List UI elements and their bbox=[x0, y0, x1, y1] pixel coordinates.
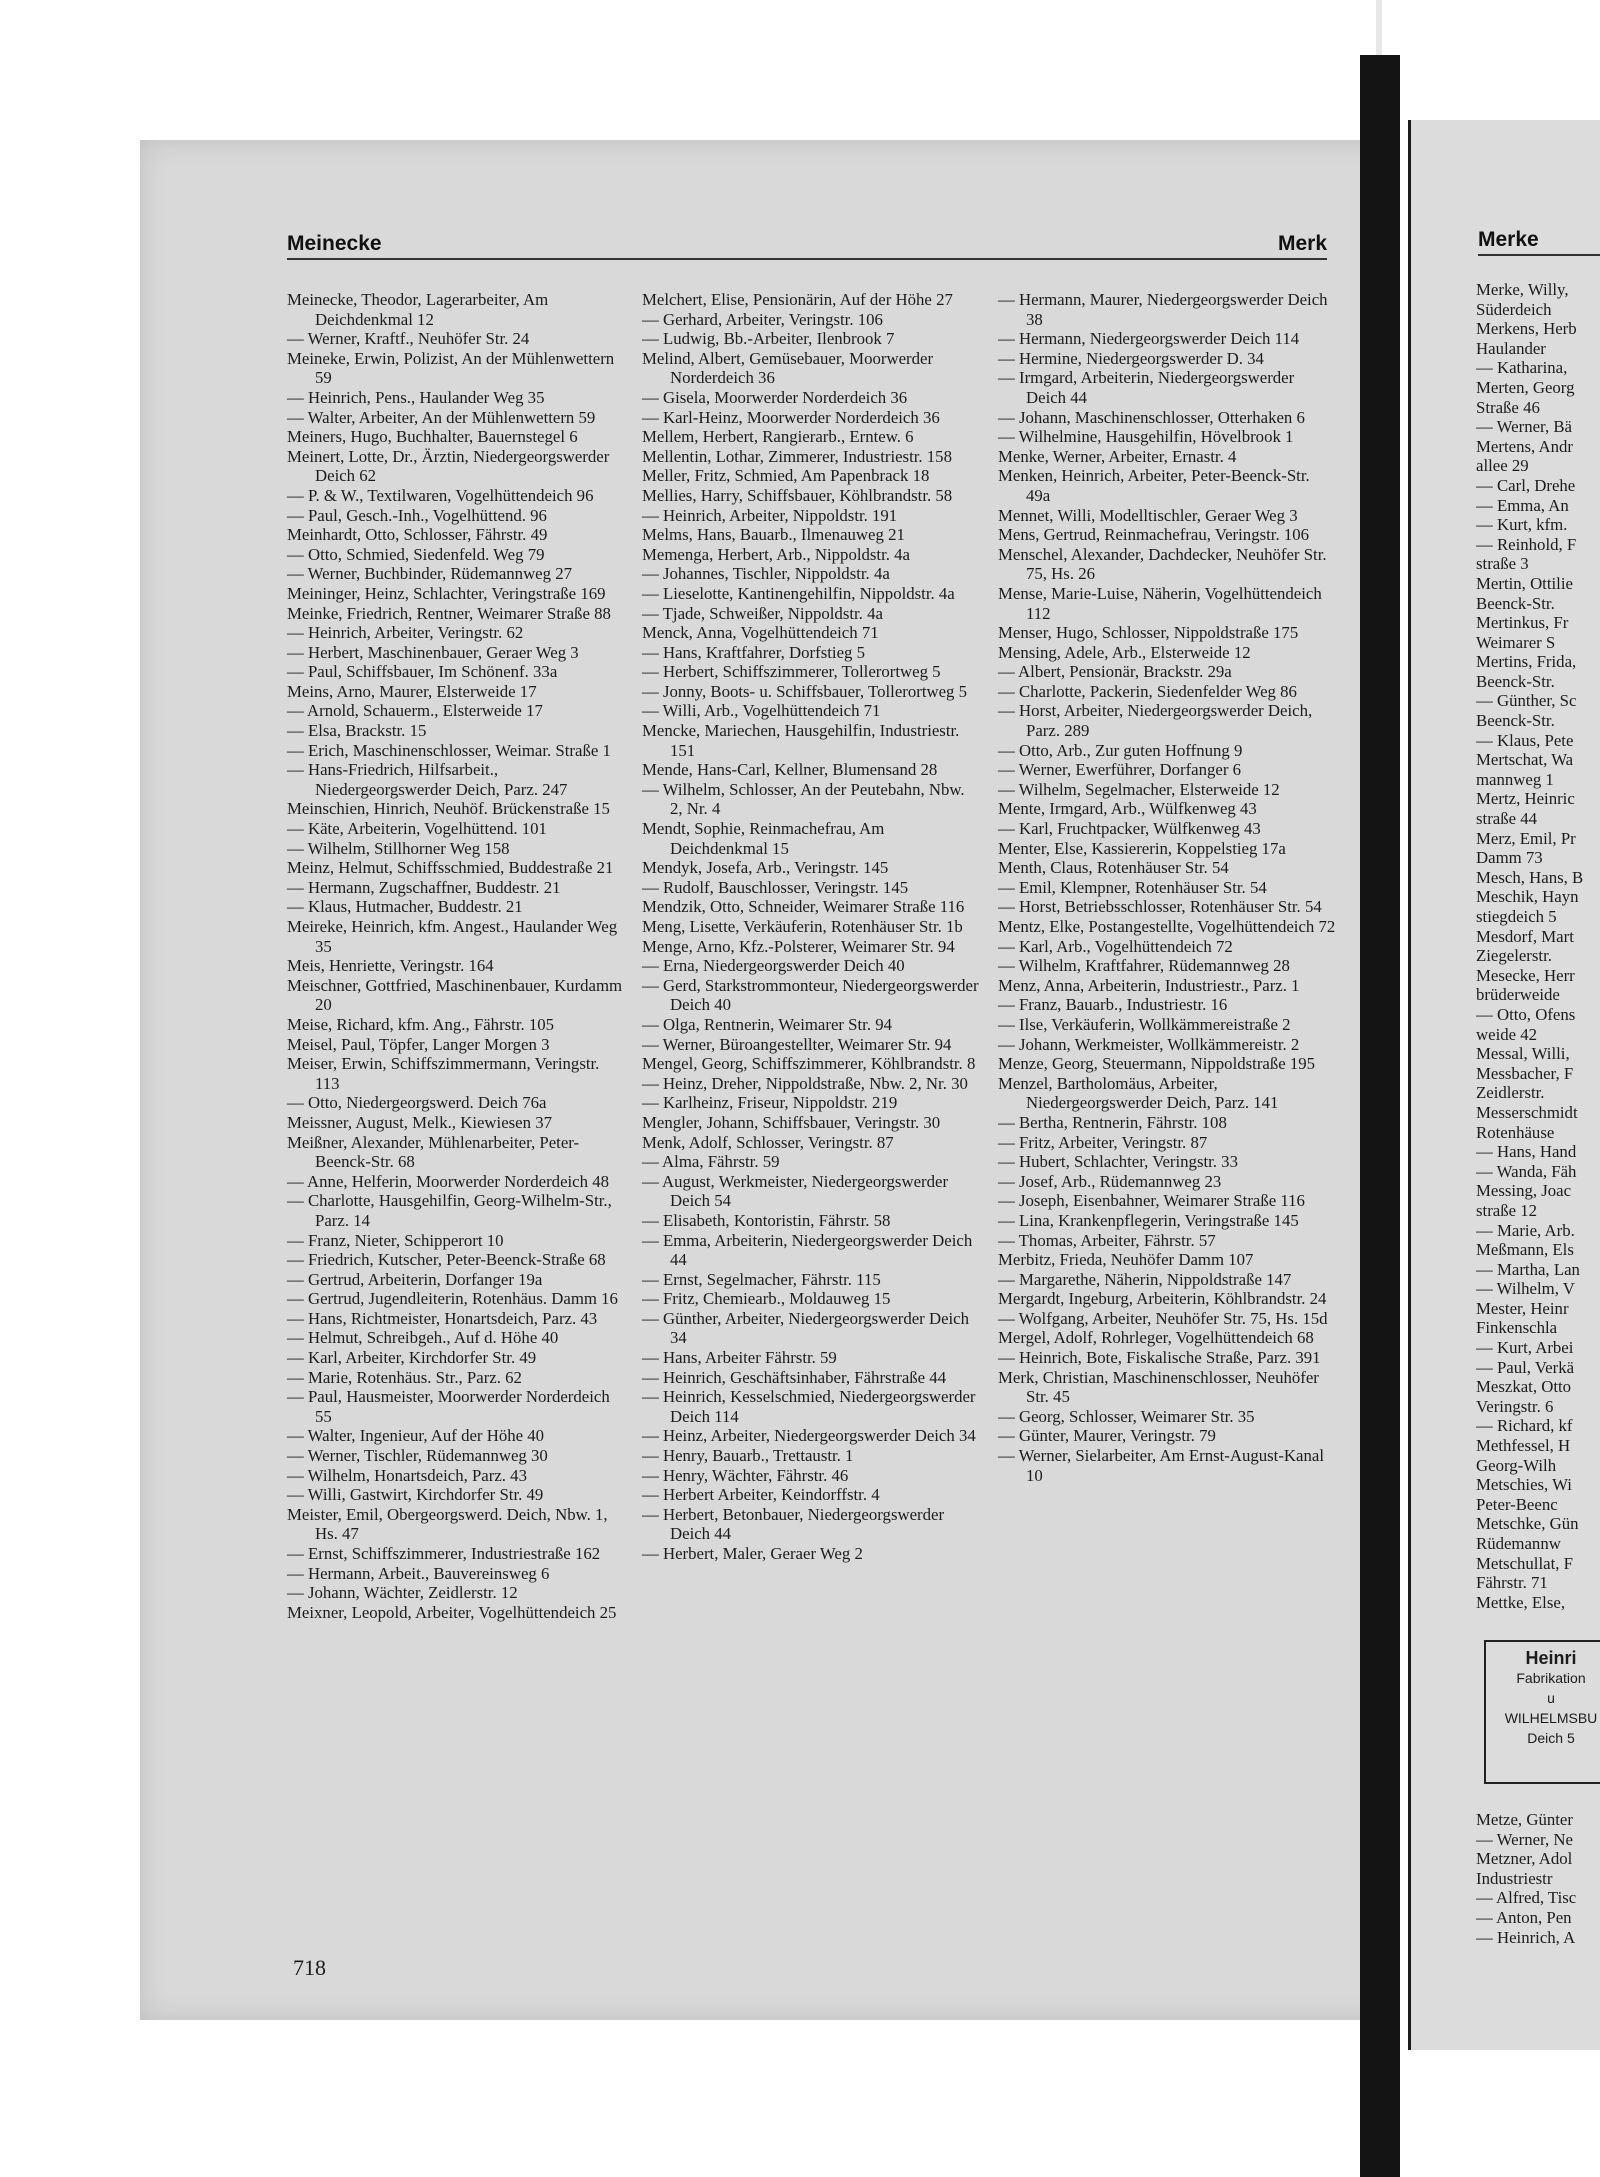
directory-entry: — Henry, Wächter, Fährstr. 46 bbox=[642, 1465, 849, 1485]
directory-entry: — Erich, Maschinenschlosser, Weimar. Straße 1 bbox=[287, 740, 611, 760]
directory-entry: — Franz, Nieter, Schipperort 10 bbox=[287, 1230, 504, 1250]
directory-entry: — Herbert, Maler, Geraer Weg 2 bbox=[642, 1544, 863, 1563]
directory-entry: — Tjade, Schweißer, Nippoldstr. 4a bbox=[642, 603, 883, 623]
right-page-entry: — Emma, An bbox=[1476, 495, 1569, 515]
directory-entry: Mergardt, Ingeburg, Arbeiterin, Köhlbrandstr. 24 bbox=[998, 1289, 1327, 1309]
directory-entry: — Otto, Schmied, Siedenfeld. Weg 79 bbox=[287, 544, 545, 564]
right-page-entry: Merz, Emil, Pr bbox=[1476, 828, 1576, 848]
ad-line-4: WILHELMSBU bbox=[1504, 1710, 1598, 1726]
directory-entry: Mens, Gertrud, Reinmachefrau, Veringstr. 106 bbox=[998, 525, 1310, 545]
right-page-entry: straße 3 bbox=[1476, 554, 1529, 574]
directory-entry: Merbitz, Frieda, Neuhöfer Damm 107 bbox=[998, 1250, 1254, 1270]
directory-entry: — Hubert, Schlachter, Veringstr. 33 bbox=[998, 1152, 1238, 1172]
directory-entry: — Herbert, Betonbauer, Niedergeorgswerder Deich 44 bbox=[642, 1504, 945, 1544]
directory-entry: Meisel, Paul, Töpfer, Langer Morgen 3 bbox=[287, 1034, 550, 1054]
right-page-entry: Mesecke, Herr bbox=[1476, 965, 1575, 985]
directory-entry: — Josef, Arb., Rüdemannweg 23 bbox=[998, 1171, 1222, 1191]
right-page-entry: Mertin, Ottilie bbox=[1476, 573, 1573, 593]
right-page-entry: Merten, Georg bbox=[1476, 377, 1575, 397]
directory-entry: — Ernst, Segelmacher, Fährstr. 115 bbox=[642, 1269, 881, 1289]
directory-entry: — Werner, Buchbinder, Rüdemannweg 27 bbox=[287, 564, 573, 584]
right-page-entry: Peter-Beenc bbox=[1476, 1494, 1558, 1514]
right-page-entry: — Richard, kf bbox=[1476, 1416, 1573, 1436]
ad-line-2: Fabrikation bbox=[1516, 1670, 1586, 1686]
directory-entry: Menge, Arno, Kfz.-Polsterer, Weimarer Str. 94 bbox=[642, 936, 955, 956]
directory-entry: Mengel, Georg, Schiffszimmerer, Köhlbrandstr. 8 bbox=[642, 1054, 976, 1074]
directory-entry: — Hans, Kraftfahrer, Dorfstieg 5 bbox=[642, 642, 865, 662]
directory-entry: Menter, Else, Kassiererin, Koppelstieg 17a bbox=[998, 838, 1286, 858]
directory-entry: Mendzik, Otto, Schneider, Weimarer Straße 116 bbox=[642, 897, 965, 917]
directory-entry: — Hans, Richtmeister, Honartsdeich, Parz. 43 bbox=[287, 1308, 598, 1328]
directory-entry: — Wilhelm, Honartsdeich, Parz. 43 bbox=[287, 1465, 527, 1485]
directory-entry: Meischner, Gottfried, Maschinenbauer, Kurdamm 20 bbox=[287, 975, 623, 1015]
directory-entry: — Werner, Kraftf., Neuhöfer Str. 24 bbox=[287, 329, 530, 349]
right-page-entry: Metschies, Wi bbox=[1476, 1475, 1572, 1495]
directory-entry: — Emma, Arbeiterin, Niedergeorgswerder Deich 44 bbox=[642, 1230, 973, 1270]
directory-entry: — Charlotte, Packerin, Siedenfelder Weg 86 bbox=[998, 681, 1297, 701]
ad-line-3: u bbox=[1547, 1690, 1555, 1706]
directory-entry: — Albert, Pensionär, Brackstr. 29a bbox=[998, 662, 1232, 682]
directory-entry: Meinschien, Hinrich, Neuhöf. Brückenstraße 15 bbox=[287, 799, 610, 819]
directory-entry: — Paul, Schiffsbauer, Im Schönenf. 33a bbox=[287, 662, 558, 682]
right-page-entry: Weimarer S bbox=[1476, 632, 1556, 652]
directory-entry: — Anne, Helferin, Moorwerder Norderdeich 48 bbox=[287, 1171, 609, 1191]
directory-entry: — Wilhelmine, Hausgehilfin, Hövelbrook 1 bbox=[998, 427, 1294, 447]
right-page-entry: — Werner, Ne bbox=[1476, 1829, 1573, 1849]
directory-entry: Menschel, Alexander, Dachdecker, Neuhöfer Str. 75, Hs. 26 bbox=[998, 544, 1327, 584]
directory-entry: Mensing, Adele, Arb., Elsterweide 12 bbox=[998, 642, 1251, 662]
directory-entry: — Werner, Büroangestellter, Weimarer Str. 94 bbox=[642, 1034, 952, 1054]
right-page-entry: — Kurt, Arbei bbox=[1476, 1338, 1574, 1358]
directory-entry: Meise, Richard, kfm. Ang., Fährstr. 105 bbox=[287, 1014, 555, 1034]
directory-entry: Meineke, Erwin, Polizist, An der Mühlenwettern 59 bbox=[287, 348, 615, 388]
directory-entry: — Ludwig, Bb.-Arbeiter, Ilenbrook 7 bbox=[642, 329, 895, 349]
directory-entry: Mense, Marie-Luise, Näherin, Vogelhüttendeich 112 bbox=[998, 583, 1322, 623]
right-page-entry: Mertens, Andr bbox=[1476, 436, 1573, 456]
column-1 bbox=[287, 290, 623, 1622]
directory-entry: — Wilhelm, Schlosser, An der Peutebahn, Nbw. 2, Nr. 4 bbox=[642, 779, 965, 819]
directory-entry: Meinz, Helmut, Schiffsschmied, Buddestraße 21 bbox=[287, 858, 614, 878]
directory-entry: — Willi, Gastwirt, Kirchdorfer Str. 49 bbox=[287, 1485, 544, 1505]
directory-entry: — Paul, Hausmeister, Moorwerder Norderdeich 55 bbox=[287, 1387, 610, 1426]
right-page-entry: Messerschmidt bbox=[1476, 1102, 1578, 1122]
directory-entry: — Wilhelm, Stillhorner Weg 158 bbox=[287, 838, 510, 858]
directory-entry: — Otto, Niedergeorgswerd. Deich 76a bbox=[287, 1093, 547, 1113]
directory-entry: Mellies, Harry, Schiffsbauer, Köhlbrandstr. 58 bbox=[642, 485, 953, 505]
directory-entry: — Gertrud, Arbeiterin, Dorfanger 19a bbox=[287, 1269, 543, 1289]
right-page-entry: — Klaus, Pete bbox=[1476, 730, 1574, 750]
directory-entry: Mennet, Willi, Modelltischler, Geraer Weg 3 bbox=[998, 505, 1298, 525]
right-page-entry: Mester, Heinr bbox=[1476, 1298, 1569, 1318]
directory-entry: — Franz, Bauarb., Industriestr. 16 bbox=[998, 995, 1228, 1015]
directory-entry: Menth, Claus, Rotenhäuser Str. 54 bbox=[998, 858, 1229, 878]
directory-entry: — Heinrich, Kesselschmied, Niedergeorgswerder Deich 114 bbox=[642, 1387, 976, 1426]
directory-entry: — Elisabeth, Kontoristin, Fährstr. 58 bbox=[642, 1210, 891, 1230]
directory-entry: Meinert, Lotte, Dr., Ärztin, Niedergeorgswerder Deich 62 bbox=[287, 446, 610, 486]
directory-entry: — Willi, Arb., Vogelhüttendeich 71 bbox=[642, 701, 881, 721]
right-page-entry: Damm 73 bbox=[1476, 848, 1543, 868]
directory-entry: — Charlotte, Hausgehilfin, Georg-Wilhelm-Str., Parz. 14 bbox=[287, 1191, 612, 1230]
directory-entry: — Joseph, Eisenbahner, Weimarer Straße 116 bbox=[998, 1191, 1305, 1211]
directory-entry: Meißner, Alexander, Mühlenarbeiter, Peter-Beenck-Str. 68 bbox=[287, 1132, 580, 1172]
directory-entry: Meiser, Erwin, Schiffszimmermann, Veringstr. 113 bbox=[287, 1054, 600, 1093]
running-head-next-page: Merke bbox=[1478, 228, 1539, 251]
directory-entry: Menke, Werner, Arbeiter, Ernastr. 4 bbox=[998, 446, 1237, 466]
right-page-entry: — Anton, Pen bbox=[1476, 1907, 1572, 1927]
header-rule-right bbox=[1478, 254, 1600, 256]
right-page-entry: — Wanda, Fäh bbox=[1476, 1161, 1577, 1181]
directory-entry: Meininger, Heinz, Schlachter, Veringstraße 169 bbox=[287, 583, 606, 603]
directory-entry: — Karl, Arbeiter, Kirchdorfer Str. 49 bbox=[287, 1348, 537, 1368]
directory-entry: Meis, Henriette, Veringstr. 164 bbox=[287, 956, 494, 976]
directory-entry: — Fritz, Arbeiter, Veringstr. 87 bbox=[998, 1132, 1208, 1152]
directory-entry: — Rudolf, Bauschlosser, Veringstr. 145 bbox=[642, 877, 909, 897]
directory-entry: — Henry, Bauarb., Trettaustr. 1 bbox=[642, 1446, 854, 1466]
header-rule bbox=[287, 258, 1327, 260]
directory-entry: — August, Werkmeister, Niedergeorgswerder Deich 54 bbox=[642, 1171, 949, 1211]
right-page-entry: Rüdemannw bbox=[1476, 1534, 1561, 1553]
right-page-entry: — Alfred, Tisc bbox=[1476, 1888, 1577, 1908]
right-page-entry: — Carl, Drehe bbox=[1476, 475, 1576, 495]
directory-entry: — Olga, Rentnerin, Weimarer Str. 94 bbox=[642, 1014, 893, 1034]
directory-entry: — Wolfgang, Arbeiter, Neuhöfer Str. 75, Hs. 15d bbox=[998, 1308, 1328, 1328]
directory-entry: — Heinrich, Arbeiter, Nippoldstr. 191 bbox=[642, 505, 898, 525]
right-page-entry: — Reinhold, F bbox=[1476, 534, 1577, 554]
directory-entry: Meixner, Leopold, Arbeiter, Vogelhüttendeich 25 bbox=[287, 1602, 617, 1622]
directory-entry: Mellentin, Lothar, Zimmerer, Industriestr. 158 bbox=[642, 446, 952, 466]
right-page-entry: Mesch, Hans, B bbox=[1476, 867, 1584, 887]
right-page-entry: weide 42 bbox=[1476, 1024, 1538, 1044]
directory-entry: Meller, Fritz, Schmied, Am Papenbrack 18 bbox=[642, 466, 930, 486]
page-number: 718 bbox=[293, 1955, 326, 1980]
right-page-entry: Fährstr. 71 bbox=[1476, 1573, 1548, 1593]
directory-entry: Meins, Arno, Maurer, Elsterweide 17 bbox=[287, 681, 537, 701]
directory-entry: — Hans, Arbeiter Fährstr. 59 bbox=[642, 1348, 837, 1368]
directory-entry: — Walter, Ingenieur, Auf der Höhe 40 bbox=[287, 1426, 545, 1446]
directory-entry: Mendyk, Josefa, Arb., Veringstr. 145 bbox=[642, 858, 889, 878]
directory-entry: Menzel, Bartholomäus, Arbeiter, Niedergeorgswerder Deich, Parz. 141 bbox=[998, 1073, 1279, 1113]
directory-entry: — Helmut, Schreibgeh., Auf d. Höhe 40 bbox=[287, 1328, 559, 1348]
directory-entry: — Thomas, Arbeiter, Fährstr. 57 bbox=[998, 1230, 1216, 1250]
right-page-entry: Meszkat, Otto bbox=[1476, 1377, 1572, 1397]
directory-entry: Meireke, Heinrich, kfm. Angest., Haulander Weg 35 bbox=[287, 917, 618, 956]
right-page-entry: Mertins, Frida, bbox=[1476, 652, 1577, 672]
directory-entry: Mellem, Herbert, Rangierarb., Erntew. 6 bbox=[642, 427, 914, 447]
directory-entry: — Karl, Fruchtpacker, Wülfkenweg 43 bbox=[998, 819, 1261, 839]
advertisement-box bbox=[1484, 1640, 1600, 1784]
right-page-entry: mannweg 1 bbox=[1476, 769, 1554, 789]
directory-entry: — Ernst, Schiffszimmerer, Industriestraße 162 bbox=[287, 1544, 601, 1563]
directory-entry: Meng, Lisette, Verkäuferin, Rotenhäuser Str. 1b bbox=[642, 917, 963, 936]
right-page-entry: Meschik, Hayn bbox=[1476, 887, 1579, 907]
directory-entry: — Irmgard, Arbeiterin, Niedergeorgswerder Deich 44 bbox=[998, 368, 1295, 407]
directory-entry: — Karlheinz, Friseur, Nippoldstr. 219 bbox=[642, 1093, 898, 1113]
right-page-column-lower bbox=[1476, 1810, 1600, 1947]
directory-entry: Mengler, Johann, Schiffsbauer, Veringstr. 30 bbox=[642, 1112, 941, 1132]
right-page-entry: Mesdorf, Mart bbox=[1476, 926, 1574, 946]
right-page-entry: Industriestr bbox=[1476, 1868, 1553, 1888]
directory-entry: Meissner, August, Melk., Kiewiesen 37 bbox=[287, 1112, 553, 1132]
right-page-entry: Metze, Günter bbox=[1476, 1810, 1573, 1829]
right-page-entry: — Günther, Sc bbox=[1476, 691, 1577, 711]
directory-entry: Mende, Hans-Carl, Kellner, Blumensand 28 bbox=[642, 760, 938, 780]
directory-entry: — Lieselotte, Kantinengehilfin, Nippoldstr. 4a bbox=[642, 583, 955, 603]
directory-entry: — Wilhelm, Kraftfahrer, Rüdemannweg 28 bbox=[998, 956, 1290, 976]
directory-entry: — Hermine, Niedergeorgswerder D. 34 bbox=[998, 348, 1264, 368]
directory-entry: — Heinrich, Bote, Fiskalische Straße, Parz. 391 bbox=[998, 1348, 1321, 1368]
right-page-entry: — Marie, Arb. bbox=[1476, 1220, 1575, 1240]
directory-entry: — Günther, Arbeiter, Niedergeorgswerder Deich 34 bbox=[642, 1308, 970, 1348]
right-page-entry: Beenck-Str. bbox=[1476, 593, 1555, 613]
directory-entry: — Gerhard, Arbeiter, Veringstr. 106 bbox=[642, 309, 883, 329]
directory-entry: — Fritz, Chemiearb., Moldauweg 15 bbox=[642, 1289, 891, 1309]
directory-entry: Mente, Irmgard, Arb., Wülfkenweg 43 bbox=[998, 799, 1257, 819]
right-page-entry: — Wilhelm, V bbox=[1476, 1279, 1575, 1299]
right-page-entry: Metschullat, F bbox=[1476, 1553, 1573, 1573]
right-page-entry: Messbacher, F bbox=[1476, 1063, 1574, 1083]
directory-entry: — Horst, Betriebsschlosser, Rotenhäuser Str. 54 bbox=[998, 897, 1322, 917]
right-page-entry: stiegdeich 5 bbox=[1476, 907, 1557, 926]
directory-entry: — Elsa, Brackstr. 15 bbox=[287, 721, 427, 741]
right-page-entry: Haulander bbox=[1476, 338, 1546, 358]
directory-entry: — Johann, Werkmeister, Wollkämmereistr. 2 bbox=[998, 1034, 1300, 1054]
directory-entry: Menser, Hugo, Schlosser, Nippoldstraße 175 bbox=[998, 623, 1299, 643]
directory-entry: — Walter, Arbeiter, An der Mühlenwettern 59 bbox=[287, 407, 596, 427]
directory-entry: — Emil, Klempner, Rotenhäuser Str. 54 bbox=[998, 877, 1267, 897]
right-page-entry: Mertschat, Wa bbox=[1476, 750, 1574, 770]
right-page-entry: Ziegelerstr. bbox=[1476, 946, 1552, 966]
right-page-entry: Metzner, Adol bbox=[1476, 1849, 1573, 1869]
right-page-entry: Merkens, Herb bbox=[1476, 319, 1577, 339]
right-page-entry: Meßmann, Els bbox=[1476, 1240, 1574, 1260]
right-page-entry: Straße 46 bbox=[1476, 397, 1540, 417]
directory-entry: Melind, Albert, Gemüsebauer, Moorwerder Norderdeich 36 bbox=[642, 348, 934, 388]
right-page-entry: Mertinkus, Fr bbox=[1476, 613, 1569, 633]
directory-entry: — Heinrich, Pens., Haulander Weg 35 bbox=[287, 387, 545, 407]
directory-entry: — Otto, Arb., Zur guten Hoffnung 9 bbox=[998, 740, 1243, 760]
right-page-entry: Beenck-Str. bbox=[1476, 711, 1555, 731]
directory-entry: Melchert, Elise, Pensionärin, Auf der Höhe 27 bbox=[642, 290, 953, 309]
directory-entry: Melms, Hans, Bauarb., Ilmenauweg 21 bbox=[642, 525, 905, 545]
directory-entry: — Werner, Sielarbeiter, Am Ernst-August-Kanal 10 bbox=[998, 1446, 1325, 1485]
directory-entry: Menz, Anna, Arbeiterin, Industriestr., Parz. 1 bbox=[998, 975, 1300, 995]
right-page-entry: Merke, Willy, bbox=[1476, 280, 1569, 299]
right-page-entry: straße 44 bbox=[1476, 809, 1538, 829]
directory-entry: — Heinrich, Arbeiter, Veringstr. 62 bbox=[287, 623, 524, 643]
book-gutter bbox=[1360, 55, 1400, 2177]
directory-entry: — Georg, Schlosser, Weimarer Str. 35 bbox=[998, 1406, 1255, 1426]
directory-entry: — Horst, Arbeiter, Niedergeorgswerder Deich, Parz. 289 bbox=[998, 701, 1313, 741]
directory-entry: — Heinz, Arbeiter, Niedergeorgswerder Deich 34 bbox=[642, 1426, 976, 1446]
directory-entry: — Karl, Arb., Vogelhüttendeich 72 bbox=[998, 936, 1233, 956]
directory-entry: Meiners, Hugo, Buchhalter, Bauernstegel 6 bbox=[287, 427, 578, 447]
right-page-entry: Beenck-Str. bbox=[1476, 671, 1555, 691]
directory-entry: — Käte, Arbeiterin, Vogelhüttend. 101 bbox=[287, 819, 547, 839]
directory-entry: Menk, Adolf, Schlosser, Veringstr. 87 bbox=[642, 1132, 894, 1152]
directory-entry: — Heinz, Dreher, Nippoldstraße, Nbw. 2, Nr. 30 bbox=[642, 1073, 968, 1093]
directory-entry: Menck, Anna, Vogelhüttendeich 71 bbox=[642, 623, 879, 643]
right-page-entry: Süderdeich bbox=[1476, 299, 1552, 319]
right-page-entry: Georg-Wilh bbox=[1476, 1455, 1557, 1475]
directory-entry: — Bertha, Rentnerin, Fährstr. 108 bbox=[998, 1112, 1227, 1132]
directory-entry: — Hermann, Maurer, Niedergeorgswerder Deich 38 bbox=[998, 290, 1328, 329]
directory-entry: — Herbert, Maschinenbauer, Geraer Weg 3 bbox=[287, 642, 579, 662]
directory-entry: — Heinrich, Geschäftsinhaber, Fährstraße 44 bbox=[642, 1367, 947, 1387]
directory-entry: Meister, Emil, Obergeorgswerd. Deich, Nbw. 1, Hs. 47 bbox=[287, 1504, 608, 1544]
directory-entry: — Ilse, Verkäuferin, Wollkämmereistraße 2 bbox=[998, 1014, 1291, 1034]
directory-entry: Memenga, Herbert, Arb., Nippoldstr. 4a bbox=[642, 544, 910, 564]
right-page-entry: brüderweide bbox=[1476, 985, 1560, 1005]
directory-entry: — Wilhelm, Segelmacher, Elsterweide 12 bbox=[998, 779, 1280, 799]
directory-entry: — Karl-Heinz, Moorwerder Norderdeich 36 bbox=[642, 407, 940, 427]
directory-entry: Menken, Heinrich, Arbeiter, Peter-Beenck-Str. 49a bbox=[998, 466, 1310, 505]
right-page-entry: Messing, Joac bbox=[1476, 1181, 1572, 1201]
directory-entry: Mentz, Elke, Postangestellte, Vogelhüttendeich 72 bbox=[998, 917, 1336, 936]
right-page-entry: straße 12 bbox=[1476, 1200, 1538, 1220]
directory-entry: — Hans-Friedrich, Hilfsarbeit., Niedergeorgswerder Deich, Parz. 247 bbox=[287, 760, 568, 799]
right-page-entry: Methfessel, H bbox=[1476, 1436, 1571, 1456]
right-page-entry: — Kurt, kfm. bbox=[1476, 515, 1568, 535]
directory-entry: — Günter, Maurer, Veringstr. 79 bbox=[998, 1426, 1216, 1446]
right-page-entry: — Katharina, bbox=[1476, 358, 1568, 378]
directory-entry: Meinhardt, Otto, Schlosser, Fährstr. 49 bbox=[287, 525, 548, 545]
directory-entry: — Herbert, Schiffszimmerer, Tollerortweg 5 bbox=[642, 662, 941, 682]
directory-entry: — Alma, Fährstr. 59 bbox=[642, 1152, 780, 1172]
ad-line-5: Deich 5 bbox=[1527, 1730, 1575, 1746]
right-page-entry: Messal, Willi, bbox=[1476, 1044, 1570, 1064]
directory-entry: Mencke, Mariechen, Hausgehilfin, Industriestr. 151 bbox=[642, 721, 960, 760]
directory-entry: — Margarethe, Näherin, Nippoldstraße 147 bbox=[998, 1269, 1292, 1289]
ad-line-1: Heinri bbox=[1525, 1648, 1577, 1668]
right-page-entry: Veringstr. 6 bbox=[1476, 1396, 1554, 1416]
directory-entry: Merk, Christian, Maschinenschlosser, Neuhöfer Str. 45 bbox=[998, 1367, 1319, 1407]
running-head-left: Meinecke bbox=[287, 232, 382, 255]
right-page-entry: Finkenschla bbox=[1476, 1318, 1558, 1338]
directory-entry: — Lina, Krankenpflegerin, Veringstraße 145 bbox=[998, 1210, 1299, 1230]
right-page-entry: Metschke, Gün bbox=[1476, 1514, 1579, 1534]
directory-entry: — P. & W., Textilwaren, Vogelhüttendeich 96 bbox=[287, 485, 594, 505]
right-page-entry: — Otto, Ofens bbox=[1476, 1004, 1576, 1024]
directory-entry: — Jonny, Boots- u. Schiffsbauer, Tollerortweg 5 bbox=[642, 681, 968, 701]
directory-entry: — Erna, Niedergeorgswerder Deich 40 bbox=[642, 956, 905, 976]
directory-entry: — Hermann, Arbeit., Bauvereinsweg 6 bbox=[287, 1563, 550, 1583]
directory-entry: Meinke, Friedrich, Rentner, Weimarer Straße 88 bbox=[287, 603, 611, 623]
right-page-column bbox=[1476, 280, 1600, 1612]
directory-entry: — Johann, Wächter, Zeidlerstr. 12 bbox=[287, 1583, 518, 1603]
directory-entry: — Paul, Gesch.-Inh., Vogelhüttend. 96 bbox=[287, 505, 547, 525]
directory-entry: Mergel, Adolf, Rohrleger, Vogelhüttendeich 68 bbox=[998, 1328, 1314, 1348]
directory-entry: — Marie, Rotenhäus. Str., Parz. 62 bbox=[287, 1367, 522, 1387]
running-head-right: Merk bbox=[1278, 232, 1328, 255]
directory-entry: Menze, Georg, Steuermann, Nippoldstraße 195 bbox=[998, 1054, 1316, 1074]
right-page-entry: — Hans, Hand bbox=[1476, 1142, 1577, 1162]
right-page-entry: — Paul, Verkä bbox=[1476, 1357, 1575, 1377]
directory-entry: — Arnold, Schauerm., Elsterweide 17 bbox=[287, 701, 543, 721]
directory-entry: Meinecke, Theodor, Lagerarbeiter, Am Deichdenkmal 12 bbox=[287, 290, 549, 329]
column-2 bbox=[642, 290, 980, 1564]
right-page-entry: Rotenhäuse bbox=[1476, 1122, 1555, 1142]
directory-entry: — Hermann, Niedergeorgswerder Deich 114 bbox=[998, 329, 1300, 349]
directory-entry: — Werner, Tischler, Rüdemannweg 30 bbox=[287, 1446, 548, 1466]
right-page-entry: — Martha, Lan bbox=[1476, 1259, 1580, 1279]
directory-entry: — Herbert Arbeiter, Keindorffstr. 4 bbox=[642, 1485, 880, 1505]
right-page-entry: Zeidlerstr. bbox=[1476, 1083, 1545, 1103]
column-3 bbox=[998, 290, 1338, 1485]
directory-entry: — Johann, Maschinenschlosser, Otterhaken 6 bbox=[998, 407, 1305, 427]
directory-entry: Mendt, Sophie, Reinmachefrau, Am Deichdenkmal 15 bbox=[642, 819, 885, 858]
right-page-entry: Mettke, Else, bbox=[1476, 1592, 1566, 1612]
right-page-entry: allee 29 bbox=[1476, 456, 1529, 476]
directory-entry: — Johannes, Tischler, Nippoldstr. 4a bbox=[642, 564, 890, 584]
right-page-entry: — Werner, Bä bbox=[1476, 417, 1572, 437]
directory-entry: — Gertrud, Jugendleiterin, Rotenhäus. Damm 16 bbox=[287, 1289, 618, 1309]
directory-entry: — Werner, Ewerführer, Dorfanger 6 bbox=[998, 760, 1242, 780]
directory-entry: — Hermann, Zugschaffner, Buddestr. 21 bbox=[287, 877, 561, 897]
right-page-entry: — Heinrich, A bbox=[1476, 1927, 1576, 1947]
directory-entry: — Klaus, Hutmacher, Buddestr. 21 bbox=[287, 897, 523, 917]
directory-entry: — Gisela, Moorwerder Norderdeich 36 bbox=[642, 387, 908, 407]
right-page-entry: Mertz, Heinric bbox=[1476, 789, 1575, 809]
directory-entry: — Friedrich, Kutscher, Peter-Beenck-Straße 68 bbox=[287, 1250, 606, 1270]
directory-entry: — Gerd, Starkstrommonteur, Niedergeorgswerder Deich 40 bbox=[642, 975, 979, 1015]
